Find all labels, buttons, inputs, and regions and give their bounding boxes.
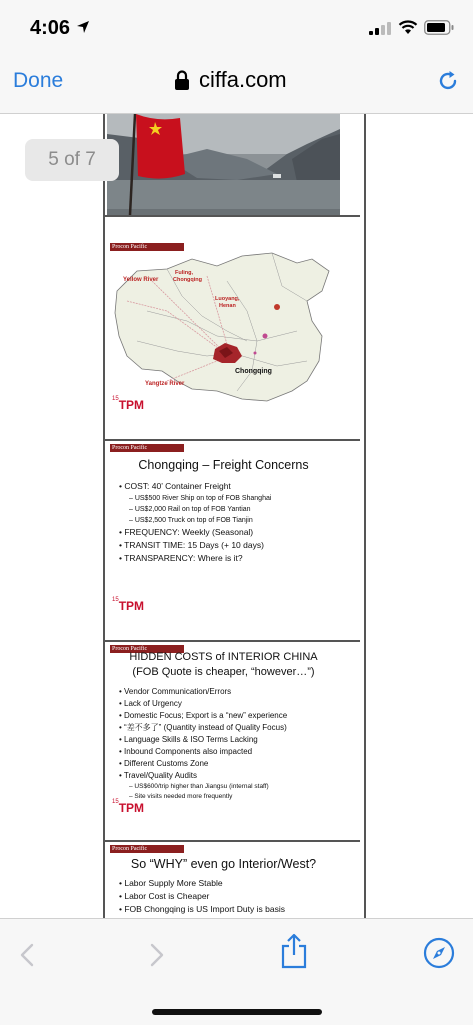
- tpm-logo: [112, 597, 144, 615]
- slide-title-hidden-costs: HIDDEN COSTS of INTERIOR CHINA: [129, 651, 318, 663]
- freight-bullet: • FREQUENCY: Weekly (Seasonal): [119, 527, 254, 537]
- back-chevron-icon[interactable]: [18, 943, 38, 967]
- freight-bullet: • TRANSPARENCY: Where is it?: [119, 553, 243, 563]
- page-separator: [105, 215, 360, 217]
- status-time: 4:06: [30, 17, 71, 39]
- hidden-costs-bullet: • Domestic Focus; Export is a “new” experience: [119, 711, 288, 720]
- slide-subtitle-hidden-costs: (FOB Quote is cheaper, “however…”): [132, 666, 315, 678]
- why-interior-bullet-list: [119, 877, 285, 916]
- url-label[interactable]: ciffa.com: [199, 67, 287, 92]
- done-button[interactable]: Done: [13, 69, 64, 92]
- hidden-costs-bullet: • Vendor Communication/Errors: [119, 687, 232, 696]
- page-separator: [105, 640, 360, 642]
- tpm-logo-text: TPM: [118, 398, 145, 412]
- slide-title-freight: Chongqing – Freight Concerns: [138, 458, 309, 472]
- reload-icon[interactable]: [436, 69, 460, 93]
- map-label-chongqing: Chongqing: [235, 368, 272, 375]
- hidden-costs-bullet-list: [119, 686, 287, 802]
- why-interior-bullet: • FOB Chongqing is US Import Duty is basis: [119, 904, 285, 914]
- page-indicator: 5 of 7: [25, 139, 119, 181]
- page-separator: [105, 840, 360, 842]
- hidden-costs-bullet: • “差不多了” (Quantity instead of Quality Focus): [119, 723, 287, 732]
- wifi-icon: [398, 19, 418, 35]
- hidden-costs-bullet: • Travel/Quality Audits: [119, 771, 197, 780]
- river-photo-image: [107, 114, 340, 215]
- map-label-henan: Henan: [219, 303, 236, 309]
- freight-bullet: • COST: 40’ Container Freight: [119, 481, 231, 491]
- hidden-costs-sub-bullet: – Site visits needed more frequently: [129, 793, 233, 800]
- map-label-fuling: Fuling,: [175, 270, 194, 276]
- slide-why-interior: [107, 843, 340, 918]
- pdf-viewer[interactable]: [0, 114, 473, 918]
- share-icon[interactable]: [280, 933, 308, 969]
- china-map-image: [107, 241, 340, 416]
- hidden-costs-sub-bullet: – US$600/trip higher than Jiangsu (internal staff): [129, 783, 269, 790]
- safari-compass-icon[interactable]: [423, 937, 455, 969]
- procon-pacific-logo: Procon Pacific: [110, 845, 184, 853]
- tpm-logo-text: TPM: [118, 599, 145, 613]
- bottom-toolbar: [0, 918, 473, 1025]
- why-interior-bullet: • Labor Supply More Stable: [119, 878, 223, 888]
- map-label-fuling-chongqing: Chongqing: [173, 277, 203, 283]
- cellular-signal-icon: [369, 21, 393, 35]
- browser-nav-bar: [0, 58, 473, 114]
- tpm-logo-text: TPM: [118, 801, 145, 815]
- battery-icon: [424, 20, 454, 35]
- map-label-yellow-river: Yellow River: [123, 277, 159, 283]
- procon-pacific-logo: Procon Pacific: [110, 645, 184, 653]
- home-indicator: [152, 1009, 322, 1015]
- hidden-costs-bullet: • Lack of Urgency: [119, 699, 182, 708]
- hidden-costs-bullet: • Inbound Components also impacted: [119, 747, 253, 756]
- pdf-document: [103, 114, 366, 918]
- slide-china-map: [107, 241, 340, 416]
- freight-bullet-list: [119, 480, 271, 565]
- freight-bullet: • TRANSIT TIME: 15 Days (+ 10 days): [119, 540, 264, 550]
- tpm-logo: [112, 396, 144, 414]
- slide-freight-concerns: [107, 442, 340, 637]
- slide-hidden-costs: [107, 643, 340, 839]
- slide-river-photo: [107, 114, 340, 215]
- tpm-logo-number: 15: [112, 799, 119, 805]
- tpm-logo-number: 15: [112, 396, 119, 402]
- hidden-costs-bullet: • Different Customs Zone: [119, 759, 209, 768]
- tpm-logo-number: 15: [112, 597, 119, 603]
- map-label-yangtze-river: Yangtze River: [145, 381, 185, 387]
- slide-title-why-interior: So “WHY” even go Interior/West?: [130, 857, 317, 871]
- location-arrow-icon: [76, 20, 90, 34]
- why-interior-bullet: • Labor Cost is Cheaper: [119, 891, 210, 901]
- hidden-costs-bullet: • Language Skills & ISO Terms Lacking: [119, 735, 258, 744]
- status-bar: [0, 0, 473, 58]
- lock-icon: [174, 69, 190, 91]
- freight-sub-bullet: – US$2,000 Rail on top of FOB Yantian: [129, 506, 251, 513]
- tpm-logo: [112, 799, 144, 817]
- procon-pacific-logo: Procon Pacific: [110, 444, 184, 452]
- procon-pacific-logo: Procon Pacific: [110, 243, 184, 251]
- forward-chevron-icon[interactable]: [146, 943, 166, 967]
- freight-sub-bullet: – US$500 River Ship on top of FOB Shanghai: [129, 495, 272, 502]
- page-separator: [105, 439, 360, 441]
- freight-sub-bullet: – US$2,500 Truck on top of FOB Tianjin: [129, 517, 253, 524]
- map-label-luoyang: Luoyang,: [215, 296, 240, 302]
